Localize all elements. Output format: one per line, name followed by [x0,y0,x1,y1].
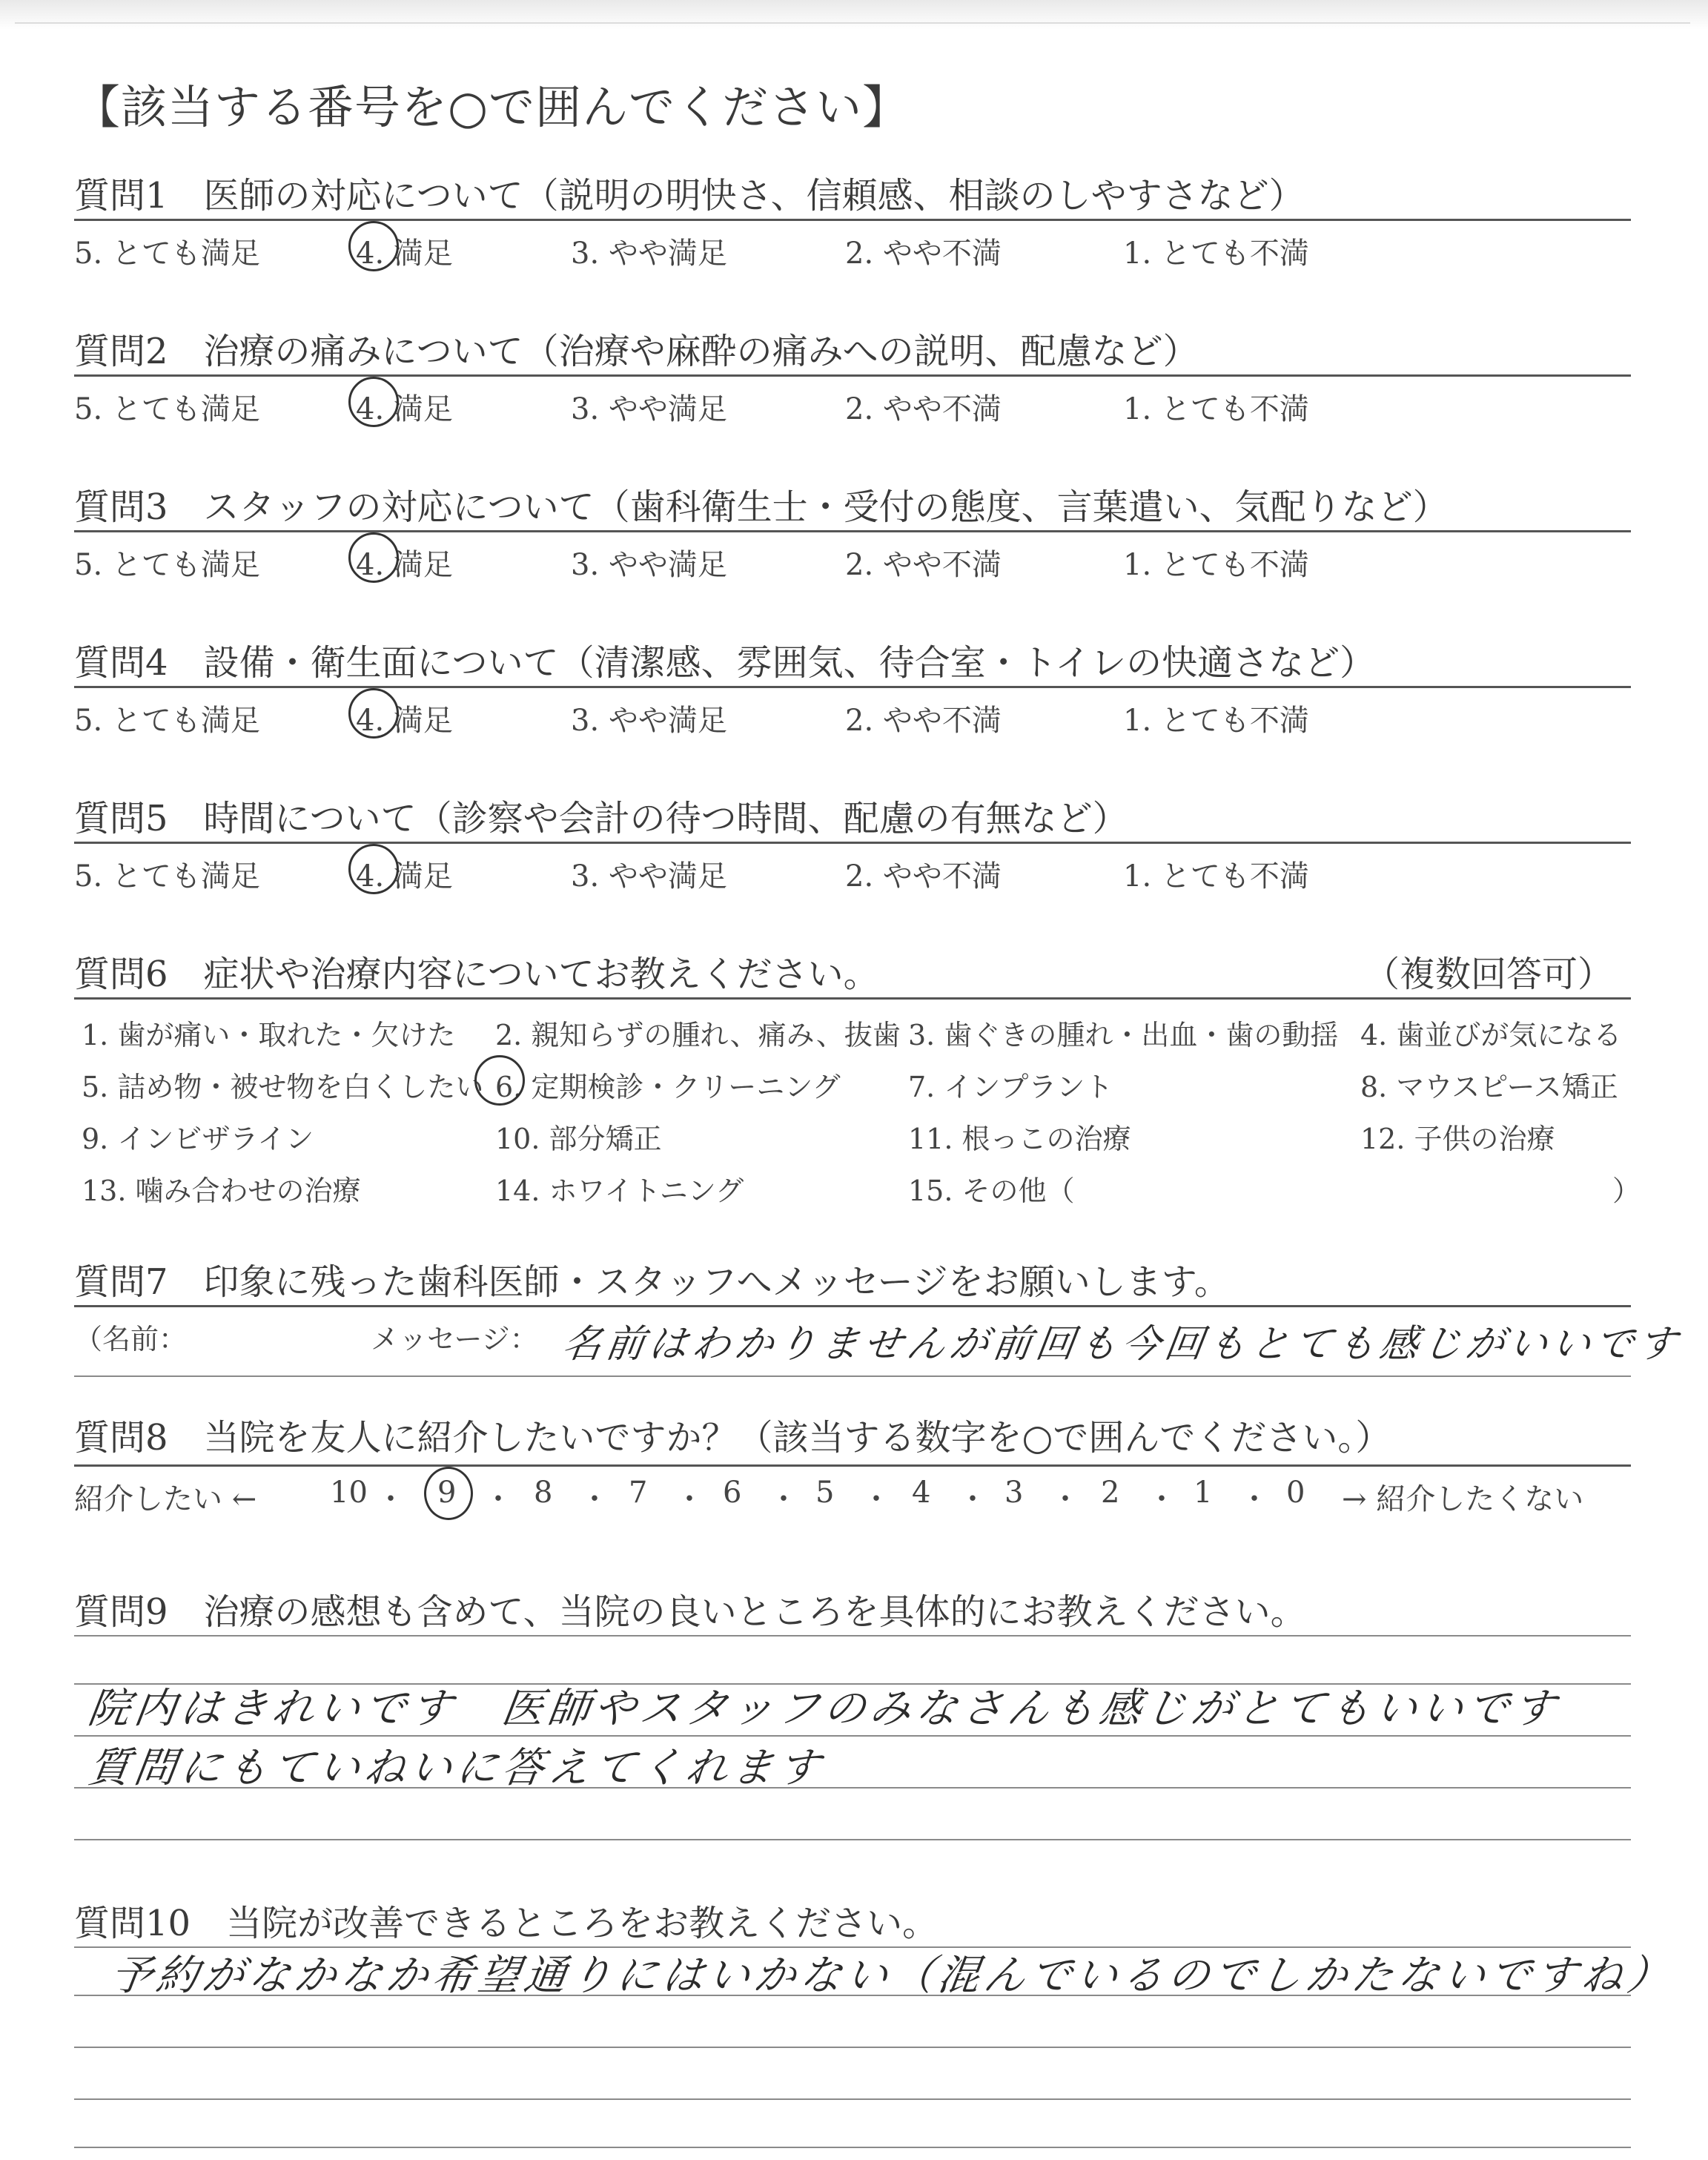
form-header: 【該当する番号を○で囲んでください】 [74,80,910,134]
q8-title: 質問8 当院を友人に紹介したいですか？（該当する数字を○で囲んでください。） [74,1417,1391,1459]
q8-scale-value[interactable]: 5 [815,1476,835,1510]
q6-option-14[interactable]: 14. ホワイトニング [495,1175,744,1207]
q9-handwritten-line-1: 院内はきれいです 医師やスタッフのみなさんも感じがとてもいいです [85,1685,1563,1733]
q1-option-3[interactable]: 3. やや満足 [571,237,727,271]
q8-rule [74,1464,1631,1467]
q8-left-label: 紹介したい ← [74,1482,257,1516]
q8-scale-separator: ・ [376,1482,406,1516]
q2-rule [74,374,1631,377]
q6-note: （複数回答可） [1364,954,1614,995]
q6-option-2[interactable]: 2. 親知らずの腫れ、痛み、抜歯 [495,1019,901,1051]
q10-line-5 [74,2147,1631,2148]
q3-title: 質問3 スタッフの対応について（歯科衛生士・受付の態度、言葉遣い、気配りなど） [74,486,1449,528]
q8-scale-separator: ・ [1239,1482,1269,1516]
q6-option-10[interactable]: 10. 部分矯正 [495,1123,662,1155]
q8-scale-separator: ・ [769,1482,798,1516]
q1-rule [74,219,1631,221]
q1-title: 質問1 医師の対応について（説明の明快さ、信頼感、相談のしやすさなど） [74,175,1305,217]
q5-option-2[interactable]: 2. やや不満 [845,859,1002,894]
q8-scale-separator: ・ [675,1482,704,1516]
q6-option-6[interactable]: 6. 定期検診・クリーニング [495,1071,841,1103]
q6-option-15[interactable]: 15. その他（ [908,1175,1075,1207]
q4-title: 質問4 設備・衛生面について（清潔感、雰囲気、待合室・トイレの快適さなど） [74,642,1376,684]
q8-scale-value[interactable]: 7 [629,1476,648,1510]
q4-rule [74,686,1631,688]
q10-line-3 [74,2047,1631,2048]
q4-option-4[interactable]: 4. 満足 [356,704,453,738]
q1-option-2[interactable]: 2. やや不満 [845,237,1002,271]
q8-scale-value[interactable]: 1 [1194,1476,1213,1510]
q6-option-4[interactable]: 4. 歯並びが気になる [1360,1019,1622,1051]
q6-option-7[interactable]: 7. インプラント [908,1071,1113,1103]
q5-option-5[interactable]: 5. とても満足 [74,859,260,894]
q2-option-1[interactable]: 1. とても不満 [1123,392,1309,426]
q9-line-5 [74,1839,1631,1840]
q3-option-3[interactable]: 3. やや満足 [571,548,727,582]
q8-scale-value[interactable]: 8 [534,1476,553,1510]
q8-scale-value[interactable]: 9 [437,1476,457,1510]
q4-option-1[interactable]: 1. とても不満 [1123,704,1309,738]
q8-scale-value[interactable]: 10 [330,1476,368,1510]
q1-option-1[interactable]: 1. とても不満 [1123,237,1309,271]
page-edge [15,22,1690,24]
q2-option-4[interactable]: 4. 満足 [356,392,453,426]
q9-line-1 [74,1635,1631,1636]
selection-circle-mark [474,1055,525,1106]
selection-circle-mark [348,532,399,583]
q2-option-2[interactable]: 2. やや不満 [845,392,1002,426]
q3-option-2[interactable]: 2. やや不満 [845,548,1002,582]
q5-title: 質問5 時間について（診察や会計の待つ時間、配慮の有無など） [74,798,1128,839]
q2-title: 質問2 治療の痛みについて（治療や麻酔の痛みへの説明、配慮など） [74,331,1199,372]
q8-scale-value[interactable]: 2 [1101,1476,1120,1510]
q4-option-5[interactable]: 5. とても満足 [74,704,260,738]
q8-scale-value[interactable]: 0 [1286,1476,1305,1510]
q6-option-9[interactable]: 9. インビザライン [82,1123,314,1155]
q9-title: 質問9 治療の感想も含めて、当院の良いところを具体的にお教えください。 [74,1591,1306,1633]
q7-bottom-rule [74,1375,1631,1377]
q8-right-label: → 紹介したくない [1342,1482,1584,1516]
q8-scale-value[interactable]: 4 [912,1476,931,1510]
q3-option-4[interactable]: 4. 満足 [356,548,453,582]
q4-option-3[interactable]: 3. やや満足 [571,704,727,738]
q6-option-5[interactable]: 5. 詰め物・被せ物を白くしたい [82,1071,484,1103]
q8-scale-value[interactable]: 6 [723,1476,742,1510]
selection-circle-mark [424,1467,473,1520]
q1-option-4[interactable]: 4. 満足 [356,237,453,271]
q8-scale-separator: ・ [1147,1482,1176,1516]
q10-title: 質問10 当院が改善できるところをお教えください。 [74,1903,939,1944]
q8-scale-separator: ・ [1050,1482,1080,1516]
q10-line-4 [74,2098,1631,2100]
q2-option-3[interactable]: 3. やや満足 [571,392,727,426]
q6-option-8[interactable]: 8. マウスピース矯正 [1360,1071,1618,1103]
q4-option-2[interactable]: 2. やや不満 [845,704,1002,738]
q7-title: 質問7 印象に残った歯科医師・スタッフへメッセージをお願いします。 [74,1261,1230,1303]
q6-other-close: ） [1612,1175,1641,1207]
selection-circle-mark [348,377,399,427]
q8-scale-separator: ・ [861,1482,891,1516]
q9-handwritten-line-2: 質問にもていねいに答えてくれます [85,1744,827,1792]
q7-name-label: （名前： [74,1323,188,1355]
q10-handwritten-line-1: 予約がなかなか希望通りにはいかない（混んでいるのでしかたないですね） [107,1952,1677,2000]
q5-option-1[interactable]: 1. とても不満 [1123,859,1309,894]
q6-rule [74,997,1631,1000]
q7-message-label: メッセージ： [371,1323,538,1355]
selection-circle-mark [348,844,399,894]
q6-option-12[interactable]: 12. 子供の治療 [1360,1123,1555,1155]
q6-option-3[interactable]: 3. 歯ぐきの腫れ・出血・歯の動揺 [908,1019,1339,1051]
q5-rule [74,842,1631,844]
scan-top-shadow [0,0,1708,30]
q7-handwritten-message: 名前はわかりませんが前回も今回もとても感じがいいです [560,1322,1684,1367]
q6-option-11[interactable]: 11. 根っこの治療 [908,1123,1131,1155]
q3-option-1[interactable]: 1. とても不満 [1123,548,1309,582]
q8-scale-separator: ・ [483,1482,513,1516]
q8-scale-value[interactable]: 3 [1004,1476,1024,1510]
q2-option-5[interactable]: 5. とても満足 [74,392,260,426]
q6-title: 質問6 症状や治療内容についてお教えください。 [74,954,879,995]
q6-option-1[interactable]: 1. 歯が痛い・取れた・欠けた [82,1019,456,1051]
q7-rule [74,1305,1631,1307]
q6-option-13[interactable]: 13. 噛み合わせの治療 [82,1175,361,1207]
selection-circle-mark [348,221,399,271]
q5-option-4[interactable]: 4. 満足 [356,859,453,894]
q8-scale-separator: ・ [580,1482,609,1516]
q8-scale-separator: ・ [958,1482,987,1516]
q3-option-5[interactable]: 5. とても満足 [74,548,260,582]
q5-option-3[interactable]: 3. やや満足 [571,859,727,894]
q1-option-5[interactable]: 5. とても満足 [74,237,260,271]
q3-rule [74,530,1631,532]
selection-circle-mark [348,688,399,739]
